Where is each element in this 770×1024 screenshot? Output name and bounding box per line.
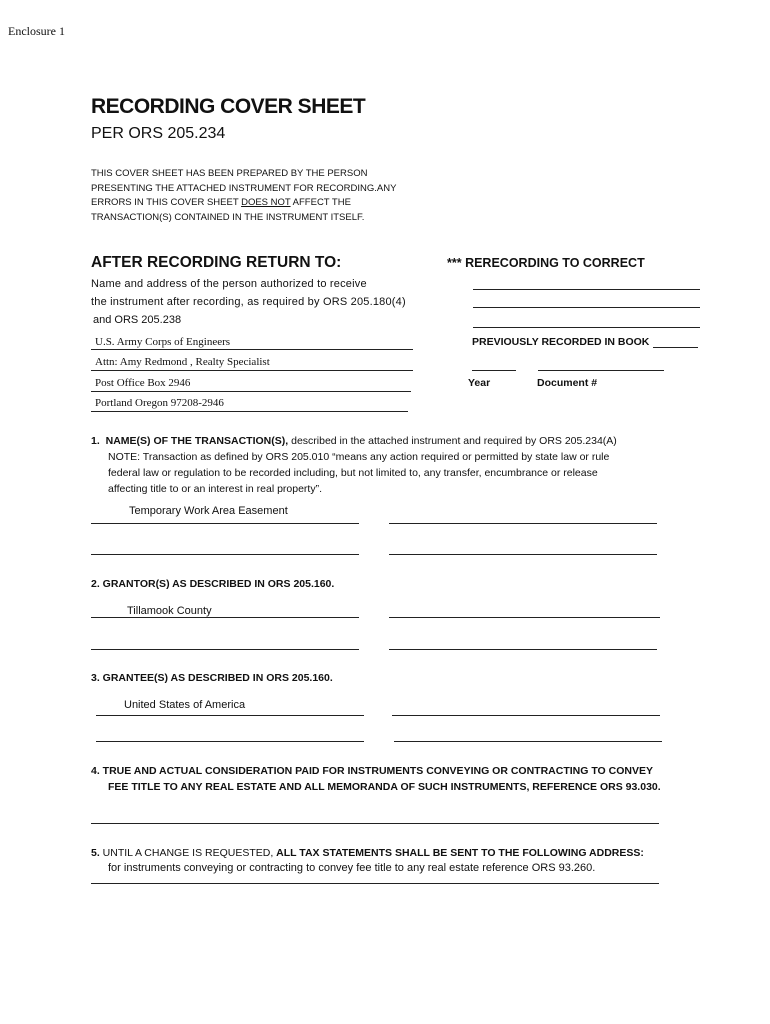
section-desc: described in the attached instrument and required by ORS 205.234(A) (288, 435, 617, 447)
return-address-line: U.S. Army Corps of Engineers (95, 336, 231, 348)
field-underline (389, 523, 657, 524)
book-underline (653, 347, 698, 348)
section-1-heading (91, 433, 617, 449)
intro-notice (91, 167, 396, 225)
section-4-heading-cont: FEE TITLE TO ANY REAL ESTATE AND ALL MEMORANDA OF SUCH INSTRUMENTS, REFERENCE ORS 93.030. (108, 781, 661, 793)
field-underline (91, 823, 659, 824)
intro-line (91, 196, 396, 211)
return-to-desc: Name and address of the person authorized to receive (91, 278, 367, 290)
return-to-desc: and ORS 205.238 (93, 314, 182, 326)
rerecording-underline (473, 327, 700, 328)
enclosure-label: Enclosure 1 (8, 24, 65, 38)
field-underline (389, 649, 657, 650)
section-3-heading: 3. GRANTEE(S) AS DESCRIBED IN ORS 205.160. (91, 672, 333, 684)
intro-line: PRESENTING THE ATTACHED INSTRUMENT FOR RECORDING.ANY (91, 182, 397, 194)
section-5-desc: for instruments conveying or contracting to convey fee title to any real estate reference ORS 93.260. (108, 862, 596, 874)
field-underline (96, 741, 364, 742)
section-note: affecting title to or an interest in real property”. (108, 483, 322, 495)
field-underline (91, 411, 408, 412)
document-label: Document # (537, 377, 598, 389)
field-underline (394, 741, 662, 742)
grantee-value: United States of America (124, 699, 246, 711)
intro-line: TRANSACTION(S) CONTAINED IN THE INSTRUMENT ITSELF. (91, 211, 365, 223)
return-address-line: Attn: Amy Redmond , Realty Specialist (95, 356, 270, 368)
section-number: 5. (91, 847, 100, 859)
transaction-name-value: Temporary Work Area Easement (129, 505, 288, 517)
intro-emphasis: DOES NOT (241, 197, 291, 208)
page-subtitle: PER ORS 205.234 (91, 125, 226, 142)
year-label: Year (468, 377, 491, 389)
field-underline (91, 391, 411, 392)
field-underline (91, 649, 359, 650)
year-underline (472, 370, 516, 371)
page-title: RECORDING COVER SHEET (91, 95, 366, 118)
section-note: federal law or regulation to be recorded including, but not limited to, any transfer, encumbrance or release (108, 467, 598, 479)
intro-text: ERRORS IN THIS COVER SHEET (91, 197, 242, 208)
field-underline (389, 617, 660, 618)
rerecording-underline (473, 307, 700, 308)
rerecording-underline (473, 289, 700, 290)
return-address-line: Post Office Box 2946 (95, 377, 191, 389)
return-address-line: Portland Oregon 97208-2946 (95, 397, 224, 409)
section-number: 1. (91, 435, 100, 447)
previously-recorded-label: PREVIOUSLY RECORDED IN BOOK (472, 336, 650, 348)
field-underline (91, 523, 359, 524)
section-2-heading: 2. GRANTOR(S) AS DESCRIBED IN ORS 205.160. (91, 578, 335, 590)
intro-line: THIS COVER SHEET HAS BEEN PREPARED BY THE PERSON (91, 168, 368, 179)
field-underline (91, 883, 659, 884)
field-underline (91, 349, 413, 350)
rerecording-heading: *** RERECORDING TO CORRECT (447, 256, 645, 270)
field-underline (389, 554, 657, 555)
section-title: ALL TAX STATEMENTS SHALL BE SENT TO THE FOLLOWING ADDRESS: (276, 847, 644, 859)
section-note: NOTE: Transaction as defined by ORS 205.010 “means any action required or permitted by state law or rule (108, 451, 610, 463)
section-title: NAME(S) OF THE TRANSACTION(S), (105, 435, 289, 447)
field-underline (96, 715, 364, 716)
section-5-heading (91, 847, 644, 859)
field-underline (91, 370, 413, 371)
field-underline (392, 715, 660, 716)
return-to-desc: the instrument after recording, as required by ORS 205.180(4) (91, 296, 406, 308)
document-underline (538, 370, 664, 371)
intro-text: AFFECT THE (290, 197, 351, 208)
section-4-heading: 4. TRUE AND ACTUAL CONSIDERATION PAID FOR INSTRUMENTS CONVEYING OR CONTRACTING TO CONVEY (91, 765, 653, 777)
grantor-value: Tillamook County (127, 605, 212, 617)
return-to-heading: AFTER RECORDING RETURN TO: (91, 254, 342, 271)
field-underline (91, 617, 359, 618)
field-underline (91, 554, 359, 555)
section-lead: UNTIL A CHANGE IS REQUESTED, (99, 847, 277, 859)
section-1 (91, 433, 617, 497)
